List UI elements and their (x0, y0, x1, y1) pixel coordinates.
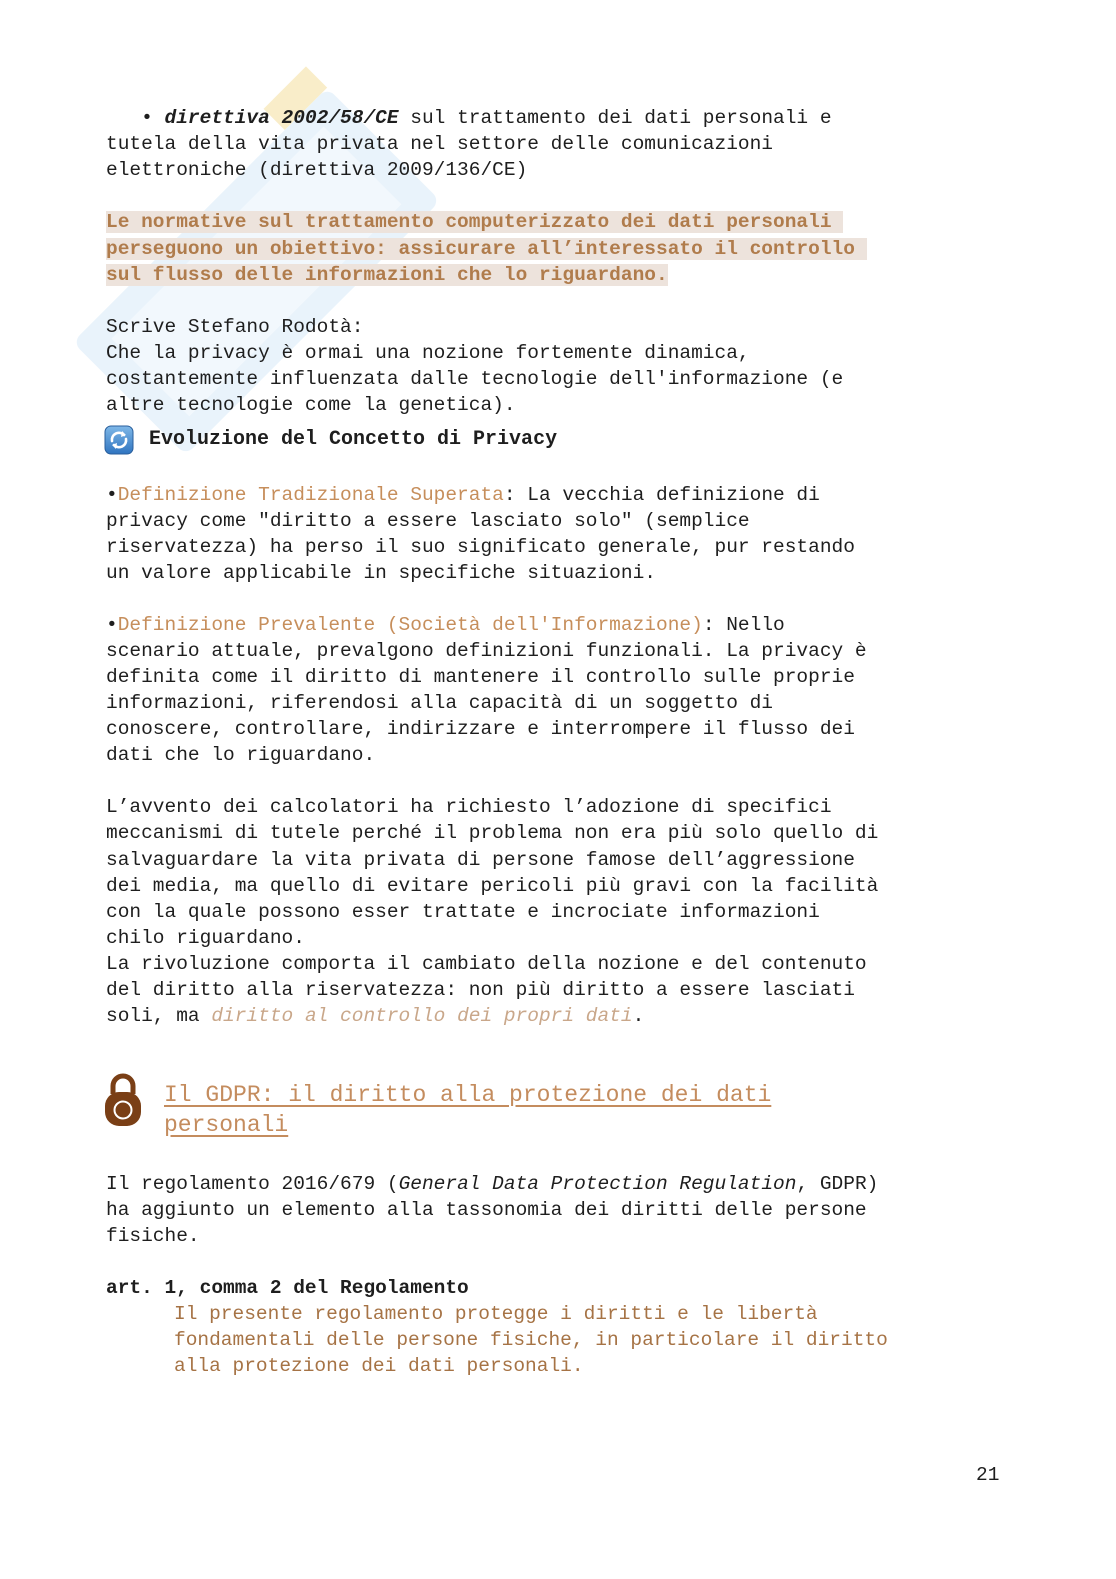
def-prevalent-term: Definizione Prevalente (Società dell'Informazione) (117, 614, 703, 636)
def-prevalent-line-3: definita come il diritto di mantenere il controllo sulle proprie (106, 666, 855, 688)
control-right-phrase: diritto al controllo dei propri dati (211, 1005, 633, 1027)
gdpr-section-title-line-2: personali (164, 1112, 289, 1138)
computers-line-6: chilo riguardano. (106, 927, 305, 949)
article-quote-line-1: Il presente regolamento protegge i diritti e le libertà (174, 1303, 818, 1325)
article-heading: art. 1, comma 2 del Regolamento (106, 1277, 469, 1299)
computers-line-3: salvaguardare la vita privata di persone famose dell’aggressione (106, 849, 855, 871)
article-quote-line-2: fondamentali delle persone fisiche, in particolare il diritto (174, 1329, 888, 1351)
computers-line-9: soli, ma diritto al controllo dei propri dati. (106, 1005, 645, 1027)
computers-line-8: del diritto alla riservatezza: non più diritto a essere lasciati (106, 979, 855, 1001)
gdpr-section-title-line-1: Il GDPR: il diritto alla protezione dei dati (164, 1082, 772, 1108)
directive-title: direttiva 2002/58/CE (164, 107, 399, 129)
gdpr-intro-line-3: fisiche. (106, 1225, 200, 1247)
article-quote-line-3: alla protezione dei dati personali. (174, 1355, 584, 1377)
highlight-line-3: sul flusso delle informazioni che lo riguardano. (106, 264, 668, 286)
def-traditional-line-1: •Definizione Tradizionale Superata: La vecchia definizione di (106, 484, 820, 506)
computers-line-7: La rivoluzione comporta il cambiato della nozione e del contenuto (106, 953, 867, 975)
padlock-icon (103, 1072, 143, 1128)
rodota-line-3: costantemente influenzata dalle tecnologie dell'informazione (e (106, 368, 844, 390)
highlight-line-2: perseguono un obiettivo: assicurare all’interessato il controllo (106, 238, 867, 260)
rodota-line-4: altre tecnologie come la genetica). (106, 394, 516, 416)
gdpr-intro-line-1: Il regolamento 2016/679 (General Data Protection Regulation, GDPR) (106, 1173, 879, 1195)
def-prevalent-line-2: scenario attuale, prevalgono definizioni funzionali. La privacy è (106, 640, 867, 662)
def-prevalent-line-5: conoscere, controllare, indirizzare e interrompere il flusso dei (106, 718, 855, 740)
rodota-line-1: Scrive Stefano Rodotà: (106, 316, 364, 338)
computers-line-4: dei media, ma quello di evitare pericoli più gravi con la facilità (106, 875, 879, 897)
computers-line-2: meccanismi di tutele perché il problema non era più solo quello di (106, 822, 879, 844)
evolution-heading: Evoluzione del Concetto di Privacy (149, 428, 558, 451)
def-traditional-line-4: un valore applicabile in specifiche situazioni. (106, 562, 656, 584)
def-traditional-term: Definizione Tradizionale Superata (117, 484, 504, 506)
refresh-icon (104, 425, 134, 455)
def-prevalent-line-1: •Definizione Prevalente (Società dell'Informazione): Nello (106, 614, 785, 636)
def-traditional-line-3: riservatezza) ha perso il suo significato generale, pur restando (106, 536, 855, 558)
directive-line-2: tutela della vita privata nel settore delle comunicazioni (106, 133, 774, 155)
def-prevalent-line-6: dati che lo riguardano. (106, 744, 376, 766)
gdpr-intro-line-2: ha aggiunto un elemento alla tassonomia dei diritti delle persone (106, 1199, 867, 1221)
def-traditional-line-2: privacy come "diritto a essere lasciato solo" (semplice (106, 510, 750, 532)
computers-line-5: con la quale possono esser trattate e incrociate informazioni (106, 901, 820, 923)
highlight-line-1: Le normative sul trattamento computerizzato dei dati personali (106, 211, 844, 233)
rodota-line-2: Che la privacy è ormai una nozione fortemente dinamica, (106, 342, 750, 364)
page-number: 21 (976, 1464, 1000, 1486)
def-prevalent-line-4: informazioni, riferendosi alla capacità di un soggetto di (106, 692, 774, 714)
directive-line-1: • direttiva 2002/58/CE sul trattamento dei dati personali e (141, 107, 832, 129)
directive-line-3: elettroniche (direttiva 2009/136/CE) (106, 159, 528, 181)
computers-line-1: L’avvento dei calcolatori ha richiesto l’adozione di specifici (106, 796, 832, 818)
